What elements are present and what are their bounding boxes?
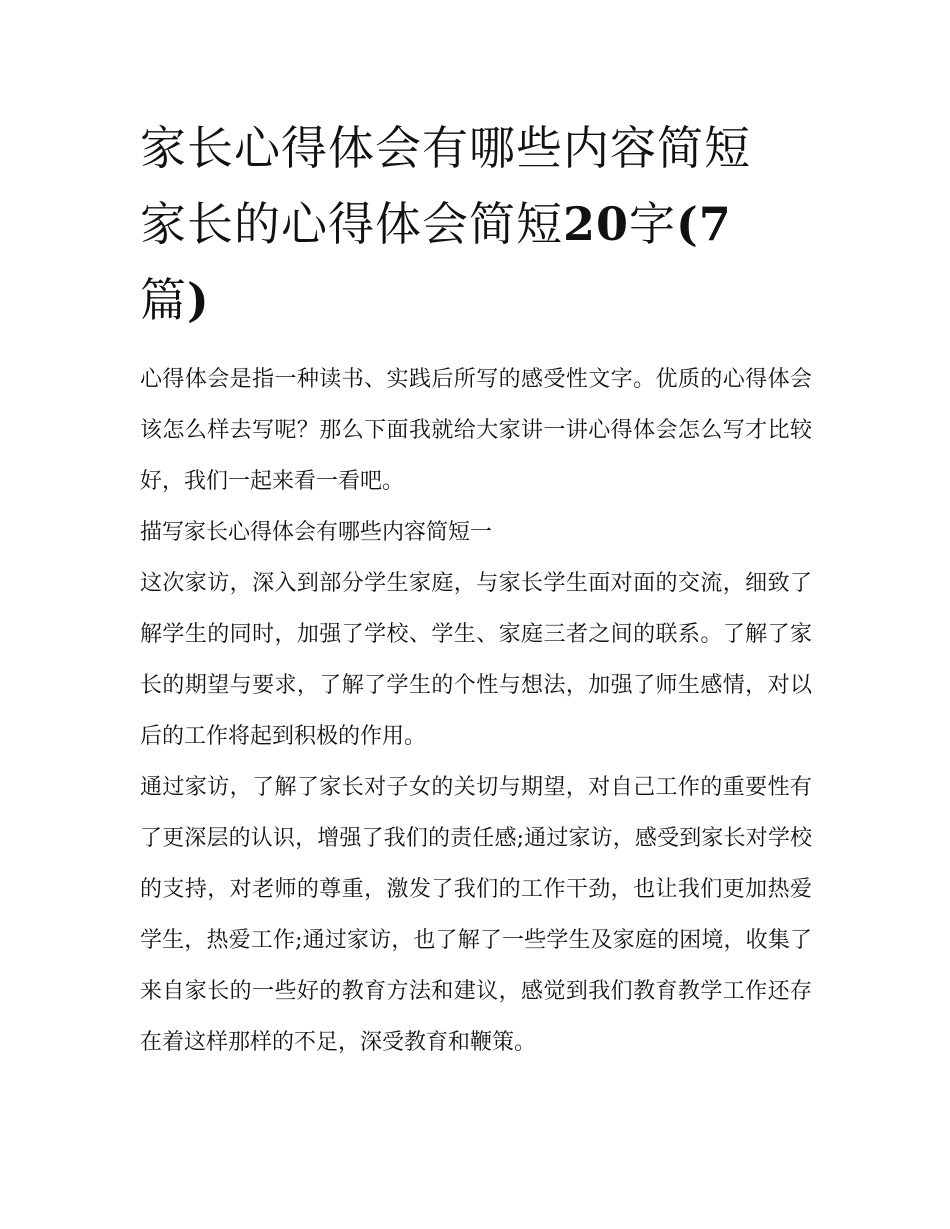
title-line-1: 家长心得体会有哪些内容简短 [140,121,751,175]
title-paren-open: (7 [676,197,732,251]
title-line-3-text: 篇 [140,273,187,327]
title-line-2-mid: 字 [629,197,677,251]
body-paragraph: 通过家访，了解了家长对子女的关切与期望，对自己工作的重要性有了更深层的认识，增强了我们的责任感;通过家访，感受到家长对学校的支持，对老师的尊重，激发了我们的工作干劲，也让我们更加热爱学生，热爱工作;通过家访，也了解了一些学生及家庭的困境，收集了来自家长的一些好的教育方法和建议，感觉到我们教育教学工作还存在着这样那样的不足，深受教育和鞭策。 [140,775,812,1055]
title-number: 20 [563,197,630,251]
body-paragraph: 这次家访，深入到部分学生家庭，与家长学生面对面的交流，细致了解学生的同时，加强了学校、学生、家庭三者之间的联系。了解了家长的期望与要求，了解了学生的个性与想法，加强了师生感情，对以后的工作将起到积极的作用。 [140,571,812,749]
title-line-2-prefix: 家长的心得体会简短 [140,197,563,251]
document-page [140,110,812,1068]
title-paren-close: ) [187,273,210,327]
document-body [140,354,812,1068]
document-title [140,110,812,338]
section-heading: 描写家长心得体会有哪些内容简短一 [140,520,493,545]
intro-paragraph: 心得体会是指一种读书、实践后所写的感受性文字。优质的心得体会该怎么样去写呢？那么下面我就给大家讲一讲心得体会怎么写才比较好，我们一起来看一看吧。 [140,367,812,494]
